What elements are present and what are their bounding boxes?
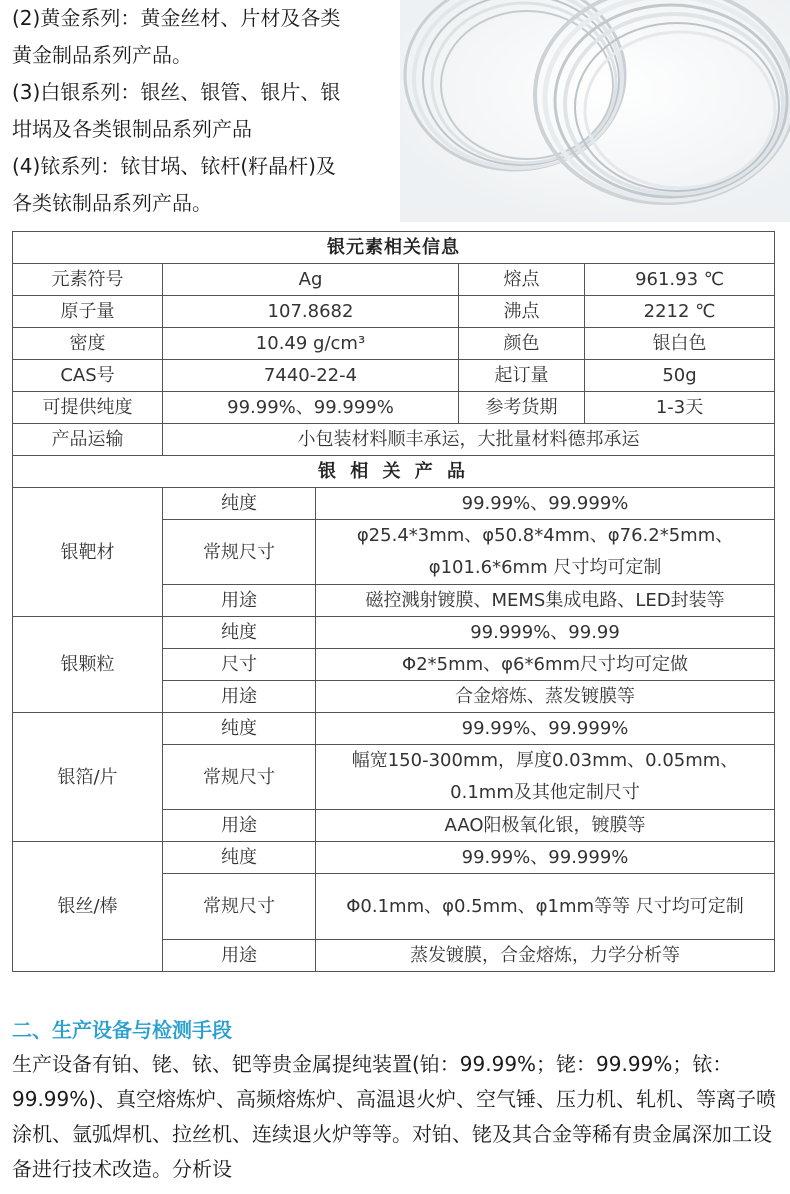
property-label: 可提供纯度: [13, 392, 163, 424]
product-group-name: 银箔/片: [13, 713, 163, 842]
product-attr-label: 常规尺寸: [163, 745, 316, 810]
property-label: 起订量: [459, 360, 585, 392]
property-label: 颜色: [459, 328, 585, 360]
table-row: [13, 488, 775, 520]
table-row: [13, 713, 775, 745]
table-row: [13, 842, 775, 874]
product-attr-label: 常规尺寸: [163, 520, 316, 585]
property-label: 原子量: [13, 296, 163, 328]
section-heading: 二、生产设备与检测手段: [12, 1018, 232, 1042]
property-value: 1-3天: [585, 392, 775, 424]
intro-line: 黄金制品系列产品。: [12, 43, 192, 67]
property-value: 10.49 g/cm³: [163, 328, 459, 360]
property-value: 961.93 ℃: [585, 264, 775, 296]
product-attr-value: 99.99%、99.999%: [316, 713, 775, 745]
table-row: [13, 232, 775, 264]
product-attr-label: 常规尺寸: [163, 874, 316, 940]
products-title: 银 相 关 产 品: [13, 456, 775, 488]
table-row: [13, 456, 775, 488]
intro-line: 各类铱制品系列产品。: [12, 191, 212, 215]
product-attr-label: 用途: [163, 585, 316, 617]
property-label: CAS号: [13, 360, 163, 392]
property-value: 50g: [585, 360, 775, 392]
product-attr-value: 蒸发镀膜，合金熔炼，力学分析等: [316, 940, 775, 972]
property-label: 元素符号: [13, 264, 163, 296]
intro-line: (3)白银系列：银丝、银管、银片、银: [12, 80, 341, 104]
product-attr-value: 幅宽150-300mm，厚度0.03mm、0.05mm、0.1mm及其他定制尺寸: [316, 745, 775, 810]
product-group-name: 银丝/棒: [13, 842, 163, 972]
product-attr-value: Φ0.1mm、φ0.5mm、φ1mm等等 尺寸均可定制: [316, 874, 775, 940]
product-attr-label: 用途: [163, 940, 316, 972]
product-attr-value: 合金熔炼、蒸发镀膜等: [316, 681, 775, 713]
product-attr-label: 尺寸: [163, 649, 316, 681]
product-attr-label: 纯度: [163, 842, 316, 874]
product-attr-value: 磁控溅射镀膜、MEMS集成电路、LED封装等: [316, 585, 775, 617]
section-body-text: 生产设备有铂、铑、铱、钯等贵金属提纯装置(铂：99.99%；铑：99.99%；铱：99.99%)、真空熔炼炉、高频熔炼炉、高温退火炉、空气锤、压力机、轧机、等离子喷涂机、氩弧焊机、拉丝机、连续退火炉等等。对铂、铑及其合金等稀有贵金属深加工设备进行技术改造。分析设: [12, 1052, 777, 1181]
product-attr-label: 纯度: [163, 488, 316, 520]
product-attr-value: Φ2*5mm、φ6*6mm尺寸均可定做: [316, 649, 775, 681]
silver-info-table: [12, 231, 775, 972]
product-attr-value: 99.999%、99.99: [316, 617, 775, 649]
property-label: 参考货期: [459, 392, 585, 424]
product-attr-label: 用途: [163, 681, 316, 713]
shipping-value: 小包装材料顺丰承运，大批量材料德邦承运: [163, 424, 775, 456]
property-value: Ag: [163, 264, 459, 296]
intro-line: 坩埚及各类银制品系列产品: [12, 117, 252, 141]
table-row: [13, 392, 775, 424]
table-row: [13, 296, 775, 328]
property-value: 7440-22-4: [163, 360, 459, 392]
property-value: 银白色: [585, 328, 775, 360]
product-group-name: 银靶材: [13, 488, 163, 617]
product-attr-value: AAO阳极氧化银，镀膜等: [316, 810, 775, 842]
property-label: 熔点: [459, 264, 585, 296]
product-attr-label: 纯度: [163, 713, 316, 745]
property-label: 密度: [13, 328, 163, 360]
property-label: 产品运输: [13, 424, 163, 456]
silver-wire-coil-image: [400, 0, 790, 222]
table-row: [13, 424, 775, 456]
property-value: 99.99%、99.999%: [163, 392, 459, 424]
property-label: 沸点: [459, 296, 585, 328]
property-value: 107.8682: [163, 296, 459, 328]
product-attr-value: φ25.4*3mm、φ50.8*4mm、φ76.2*5mm、φ101.6*6mm 尺寸均可定制: [316, 520, 775, 585]
intro-line: (4)铱系列：铱甘埚、铱杆(籽晶杆)及: [12, 154, 336, 178]
product-attr-label: 纯度: [163, 617, 316, 649]
table-row: [13, 617, 775, 649]
table-row: [13, 360, 775, 392]
table-row: [13, 328, 775, 360]
product-attr-value: 99.99%、99.999%: [316, 488, 775, 520]
intro-line: (2)黄金系列：黄金丝材、片材及各类: [12, 6, 341, 30]
intro-text: [12, 0, 412, 222]
product-attr-value: 99.99%、99.999%: [316, 842, 775, 874]
property-value: 2212 ℃: [585, 296, 775, 328]
info-table-title: 银元素相关信息: [13, 232, 775, 264]
product-group-name: 银颗粒: [13, 617, 163, 713]
table-row: [13, 264, 775, 296]
product-attr-label: 用途: [163, 810, 316, 842]
